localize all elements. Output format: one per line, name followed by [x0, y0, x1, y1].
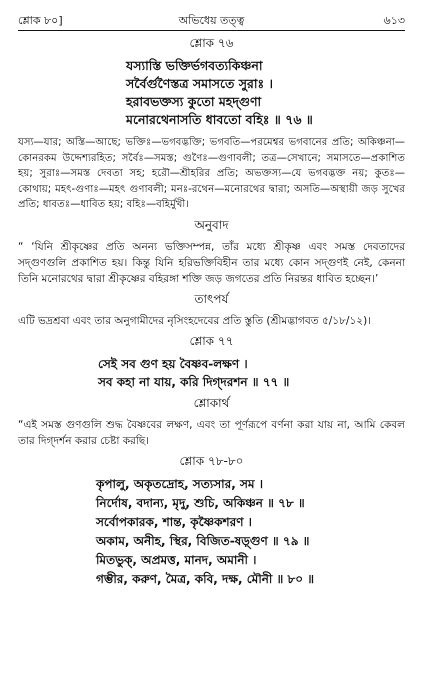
verse-line: হরাবভক্তস্য কুতো মহদ্গুণা: [126, 94, 262, 109]
verse-line: অকাম, অনীহ, স্থির, বিজিত-ষড়্‌গুণ ॥ ৭৯ ॥: [96, 533, 310, 548]
purport-heading: তাৎপর্য: [194, 291, 229, 306]
verse-line: সর্বৈর্গুণৈস্তত্র সমাসতে সুরাঃ ।: [126, 76, 273, 91]
word-meanings: যস্য—যার; অস্তি—আছে; ভক্তিঃ—ভগবদ্ভক্তি; ভগবতি—পরমেশ্বর ভগবানের প্রতি; অকিঞ্চনা—কোনরকম উদ্দেশ্যরহিত; সর্বৈঃ—সমস্ত; গুণৈঃ—গুণাবলী; তত্র—সেখানে; সমাসতে—প্রকাশিত হয়; সুরাঃ—সমস্ত দেবতা সহ; হরৌ—শ্রীহরির প্রতি; অভক্তস্য—যে ভগবদ্ভক্ত নয়; কুতঃ—কোথায়; মহৎ-গুণাঃ—মহৎ গুণাবলী; মনঃ-রথেন—মনোরথের দ্বারা; অসতি—অস্থায়ী জড় সুখের প্রতি; ধাবতঃ—ধাবিত হয়; বহিঃ—বহির্মুখী।: [18, 137, 405, 210]
verse-77-bengali: [18, 355, 405, 391]
purport-text: এটি ভদ্রশ্রবা এবং তার অনুগামীদের নৃসিংহদেবের প্রতি স্তুতি (শ্রীমদ্ভাগবত ৫/১৮/১২)।: [18, 314, 371, 327]
page-number: ৬১৩: [383, 14, 405, 27]
verse-78-80-heading: শ্লোক ৭৮-৮০: [179, 453, 244, 468]
verse-line: মিতভুক্, অপ্রমত্ত, মানদ, অমানী ।: [96, 552, 257, 567]
header-chapter-title: অভিধেয় তত্ত্ব: [178, 14, 245, 27]
verse-line: সেই সব গুণ হয় বৈষ্ণব-লক্ষণ ।: [98, 356, 248, 371]
verse-76-sanskrit: [18, 57, 405, 129]
verse-line: মনোরথেনাসতি ধাবতো বহিঃ ॥ ৭৬ ॥: [126, 112, 313, 127]
verse-77-heading: শ্লোক ৭৭: [189, 333, 234, 348]
verse-line: যস্যাস্তি ভক্তির্ভগবত্যকিঞ্চনা: [126, 58, 263, 73]
translation-heading: অনুবাদ: [194, 217, 229, 232]
running-header: [18, 8, 405, 30]
verse-77-meaning-text: “এই সমস্ত গুণগুলি শুদ্ধ বৈষ্ণবের লক্ষণ, এবং তা পূর্ণরূপে বর্ণনা করা যায় না, আমি কেবল তার দিগ্‌দর্শন করার চেষ্টা করছি।: [18, 418, 405, 447]
header-verse-ref: শ্লোক ৮০]: [18, 14, 63, 27]
translation-text: “ ‘যিনি শ্রীকৃষ্ণের প্রতি অনন্য ভক্তিসম্পন্ন, তাঁর মধ্যে শ্রীকৃষ্ণ এবং সমস্ত দেবতাদের সদ্‌গুণগুলি প্রকাশিত হয়। কিন্তু যিনি হরিভক্তিবিহীন তার মধ্যে কোন সদ্‌গুণই নেই, কেননা তিনি মনোরথের দ্বারা শ্রীকৃষ্ণের বহিরঙ্গা শক্তি জড় জগতের প্রতি নিরন্তর ধাবিত হচ্ছেন।’: [18, 240, 405, 285]
verse-77-meaning-heading: শ্লোকার্থ: [193, 395, 230, 410]
verse-line: নির্দোষ, বদান্য, মৃদু, শুচি, অকিঞ্চন ॥ ৭৮ ॥: [96, 495, 305, 510]
verse-line: গম্ভীর, করুণ, মৈত্র, কবি, দক্ষ, মৌনী ॥ ৮০ ॥: [96, 571, 315, 586]
verse-line: কৃপালু, অকৃতদ্রোহ, সত্যসার, সম ।: [96, 476, 264, 491]
verse-78-80-bengali: [18, 475, 405, 589]
verse-76-heading: শ্লোক ৭৬: [189, 36, 234, 50]
verse-line: সব কহা না যায়, করি দিগ্‌দরশন ॥ ৭৭ ॥: [98, 374, 290, 389]
verse-line: সর্বোপকারক, শান্ত, কৃষ্ণৈকশরণ ।: [96, 514, 252, 529]
